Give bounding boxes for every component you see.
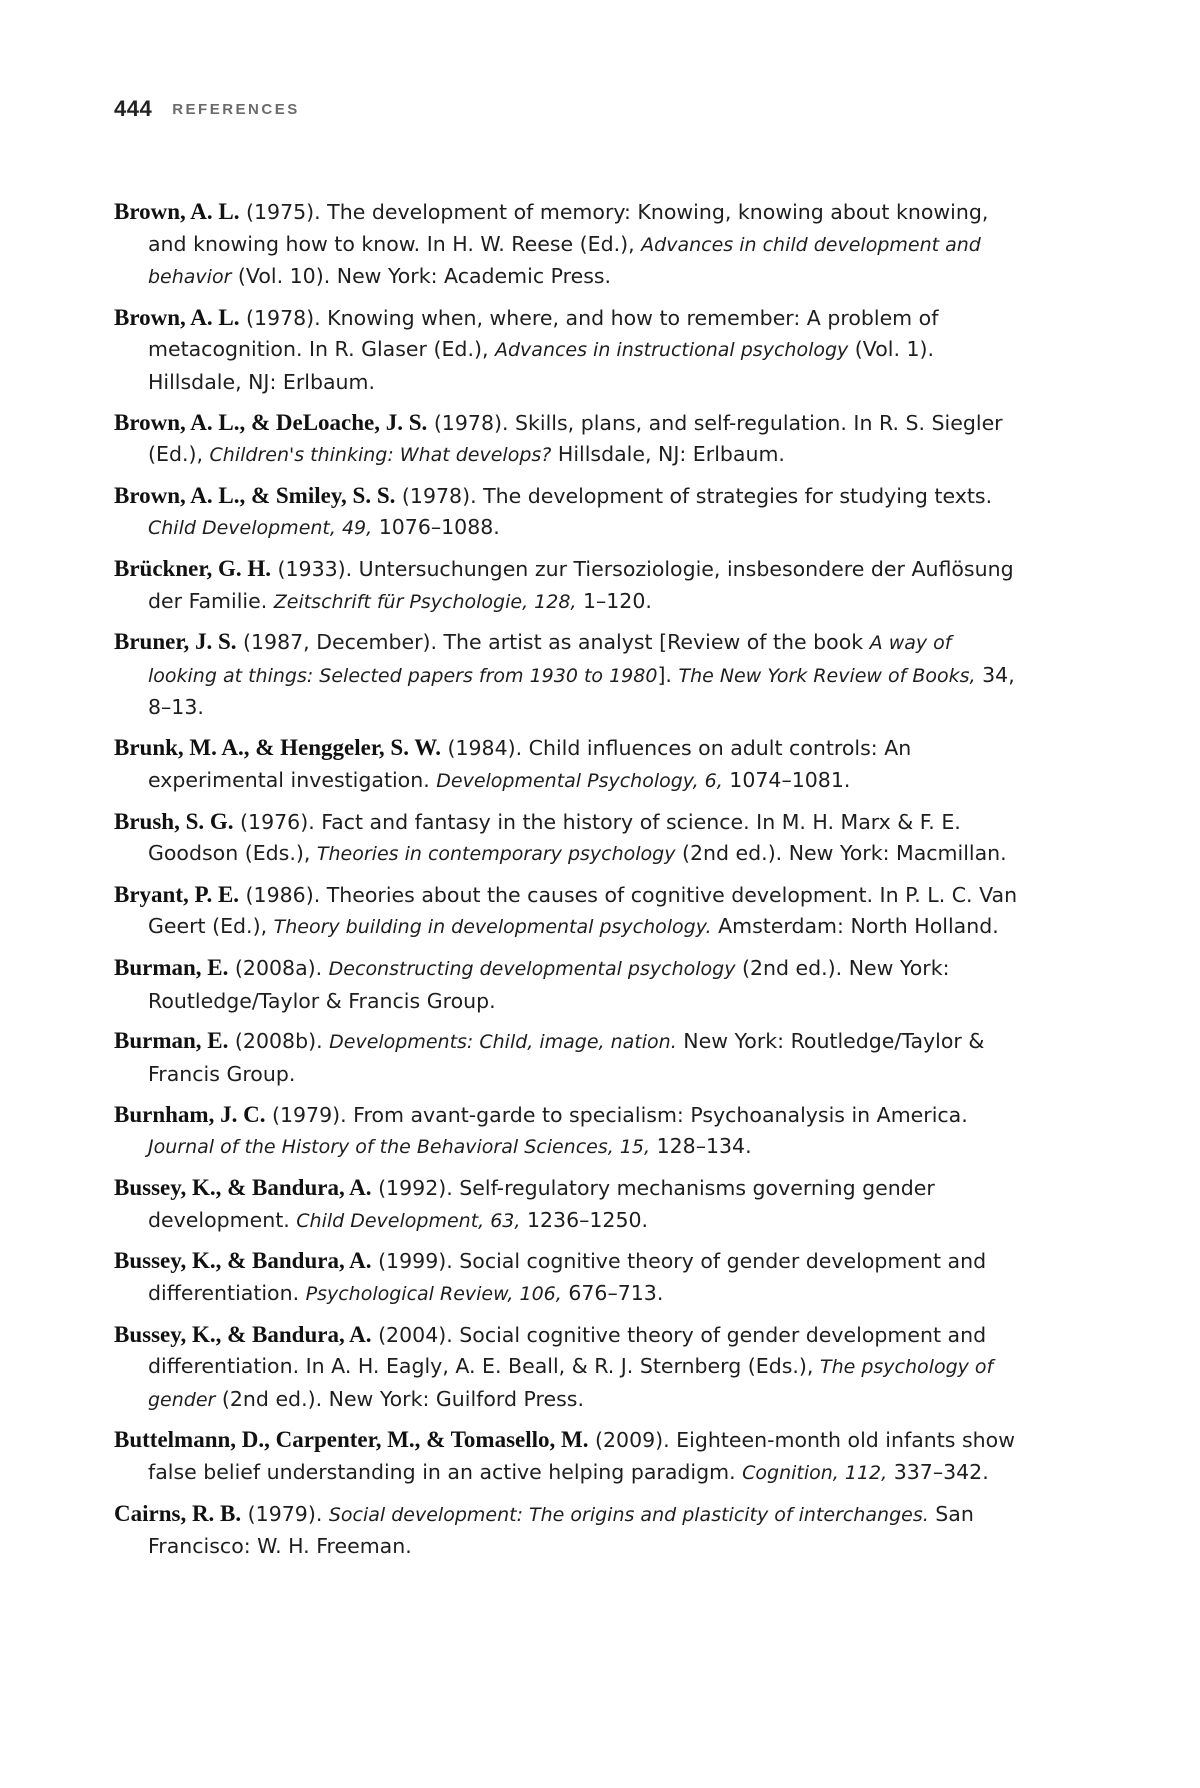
reference-text: (2008b). <box>228 1029 330 1054</box>
reference-text: (1984). Child influences on adult controls: An experimental investigation. <box>148 736 912 792</box>
reference-authors: Cairns, R. B. <box>114 1500 242 1526</box>
reference-text: 337–342. <box>887 1459 989 1484</box>
reference-entry <box>114 1319 1024 1417</box>
reference-italic-text: A way of looking at things: Selected papers from 1930 to 1980 <box>148 632 952 687</box>
reference-text: (2009). Eighteen-month old infants show false belief understanding in an active helping paradigm. <box>148 1428 1015 1484</box>
reference-text: Amsterdam: North Holland. <box>711 914 999 939</box>
reference-text: 1076–1088. <box>372 515 500 540</box>
reference-text: 1074–1081. <box>722 767 851 792</box>
reference-italic-text: The psychology of gender <box>148 1356 994 1411</box>
reference-authors: Brunk, M. A., & Henggeler, S. W. <box>114 735 441 761</box>
reference-italic-text: Cognition, 112, <box>742 1461 888 1484</box>
reference-entry <box>114 302 1024 399</box>
reference-entry <box>114 1424 1024 1489</box>
reference-text: (Vol. 1). Hillsdale, NJ: Erlbaum. <box>148 337 935 394</box>
reference-text: (1933). Untersuchungen zur Tiersoziologie, insbesondere der Auflösung der Familie. <box>148 557 1014 613</box>
reference-text: (2004). Social cognitive theory of gender development and differentiation. In A. H. Eagly, A. E. Beall, & R. J. Sternberg (Eds.), <box>148 1322 987 1379</box>
reference-text: (2nd ed.). New York: Guilford Press. <box>215 1386 584 1411</box>
running-title: REFERENCES <box>172 101 300 118</box>
reference-italic-text: The New York Review of Books, <box>678 664 976 687</box>
reference-text: (1986). Theories about the causes of cognitive development. In P. L. C. Van Geert (Ed.), <box>148 882 1018 939</box>
reference-text: (1987, December). The artist as analyst [Review of the book <box>236 630 870 655</box>
reference-text: (1975). The development of memory: Knowing, knowing about knowing, and knowing how to know. In H. W. Reese (Ed.), <box>148 200 989 256</box>
reference-italic-text: Theories in contemporary psychology <box>316 843 676 866</box>
reference-text: (1992). Self-regulatory mechanisms governing gender development. <box>148 1176 935 1232</box>
reference-entry <box>114 553 1024 618</box>
reference-italic-text: Advances in instructional psychology <box>495 339 849 362</box>
reference-text: (2nd ed.). New York: Routledge/Taylor & Francis Group. <box>148 956 950 1013</box>
reference-text: 34, 8–13. <box>148 662 1015 720</box>
reference-authors: Buttelmann, D., Carpenter, M., & Tomasello, M. <box>114 1427 589 1453</box>
reference-entry <box>114 480 1024 545</box>
page-number: 444 <box>114 96 153 121</box>
reference-entry <box>114 626 1024 724</box>
reference-entry <box>114 952 1024 1017</box>
reference-italic-text: Journal of the History of the Behavioral Sciences, 15, <box>148 1136 651 1159</box>
reference-authors: Bussey, K., & Bandura, A. <box>114 1248 372 1274</box>
reference-authors: Brückner, G. H. <box>114 556 271 582</box>
reference-text: 128–134. <box>650 1134 752 1159</box>
reference-italic-text: Developments: Child, image, nation. <box>329 1031 677 1054</box>
running-head <box>114 96 300 122</box>
reference-authors: Brown, A. L. <box>114 199 240 224</box>
reference-entry <box>114 407 1024 472</box>
reference-italic-text: Social development: The origins and plasticity of interchanges. <box>328 1503 929 1526</box>
reference-text: (Vol. 10). New York: Academic Press. <box>231 264 612 288</box>
reference-entry <box>114 806 1024 871</box>
reference-entry <box>114 1025 1024 1090</box>
reference-text: (1978). The development of strategies for studying texts. <box>395 483 993 508</box>
reference-text: (1976). Fact and fantasy in the history of science. In M. H. Marx & F. E. Goodson (Eds.), <box>148 809 961 866</box>
reference-italic-text: Zeitschrift für Psychologie, 128, <box>273 590 577 613</box>
reference-authors: Burman, E. <box>114 955 229 981</box>
reference-authors: Bussey, K., & Bandura, A. <box>114 1175 372 1201</box>
reference-text: (2nd ed.). New York: Macmillan. <box>675 841 1007 866</box>
reference-text: (2008a). <box>228 956 329 981</box>
reference-entry <box>114 879 1024 944</box>
reference-text: San Francisco: W. H. Freeman. <box>148 1501 974 1559</box>
reference-authors: Brush, S. G. <box>114 808 234 834</box>
reference-entry <box>114 1099 1024 1164</box>
reference-italic-text: Advances in child development and behavior <box>148 233 981 288</box>
reference-italic-text: Children's thinking: What develops? <box>209 444 552 467</box>
reference-entry <box>114 732 1024 797</box>
reference-italic-text: Psychological Review, 106, <box>305 1282 562 1305</box>
reference-text: 1–120. <box>576 588 652 613</box>
reference-authors: Burman, E. <box>114 1028 229 1054</box>
reference-entry <box>114 1245 1024 1310</box>
reference-text: (1978). Knowing when, where, and how to remember: A problem of metacognition. In R. Glaser (Ed.), <box>148 305 939 362</box>
reference-text: 676–713. <box>561 1280 664 1305</box>
reference-italic-text: Child Development, 63, <box>296 1209 521 1232</box>
reference-text: (1978). Skills, plans, and self-regulation. In R. S. Siegler (Ed.), <box>148 410 1003 467</box>
reference-italic-text: Developmental Psychology, 6, <box>436 769 723 792</box>
reference-authors: Burnham, J. C. <box>114 1101 266 1127</box>
reference-text: Hillsdale, NJ: Erlbaum. <box>551 442 785 467</box>
reference-entry <box>114 1498 1024 1563</box>
reference-list <box>114 196 1024 1571</box>
reference-text: (1979). <box>241 1501 329 1526</box>
reference-text: 1236–1250. <box>520 1207 649 1232</box>
reference-italic-text: Deconstructing developmental psychology <box>328 958 736 981</box>
reference-authors: Bryant, P. E. <box>114 881 240 907</box>
reference-text: (1999). Social cognitive theory of gender development and differentiation. <box>148 1249 987 1305</box>
reference-entry <box>114 196 1024 294</box>
reference-authors: Brown, A. L., & DeLoache, J. S. <box>114 409 428 435</box>
reference-authors: Bussey, K., & Bandura, A. <box>114 1321 372 1347</box>
reference-text: New York: Routledge/Taylor & Francis Group. <box>148 1029 985 1086</box>
reference-italic-text: Child Development, 49, <box>148 517 373 540</box>
reference-authors: Brown, A. L., & Smiley, S. S. <box>114 482 396 508</box>
reference-entry <box>114 1172 1024 1237</box>
reference-italic-text: Theory building in developmental psychology. <box>273 916 712 939</box>
reference-authors: Bruner, J. S. <box>114 629 237 655</box>
reference-authors: Brown, A. L. <box>114 304 240 330</box>
reference-text: ]. <box>657 662 679 687</box>
reference-text: (1979). From avant-garde to specialism: Psychoanalysis in America. <box>265 1102 968 1127</box>
